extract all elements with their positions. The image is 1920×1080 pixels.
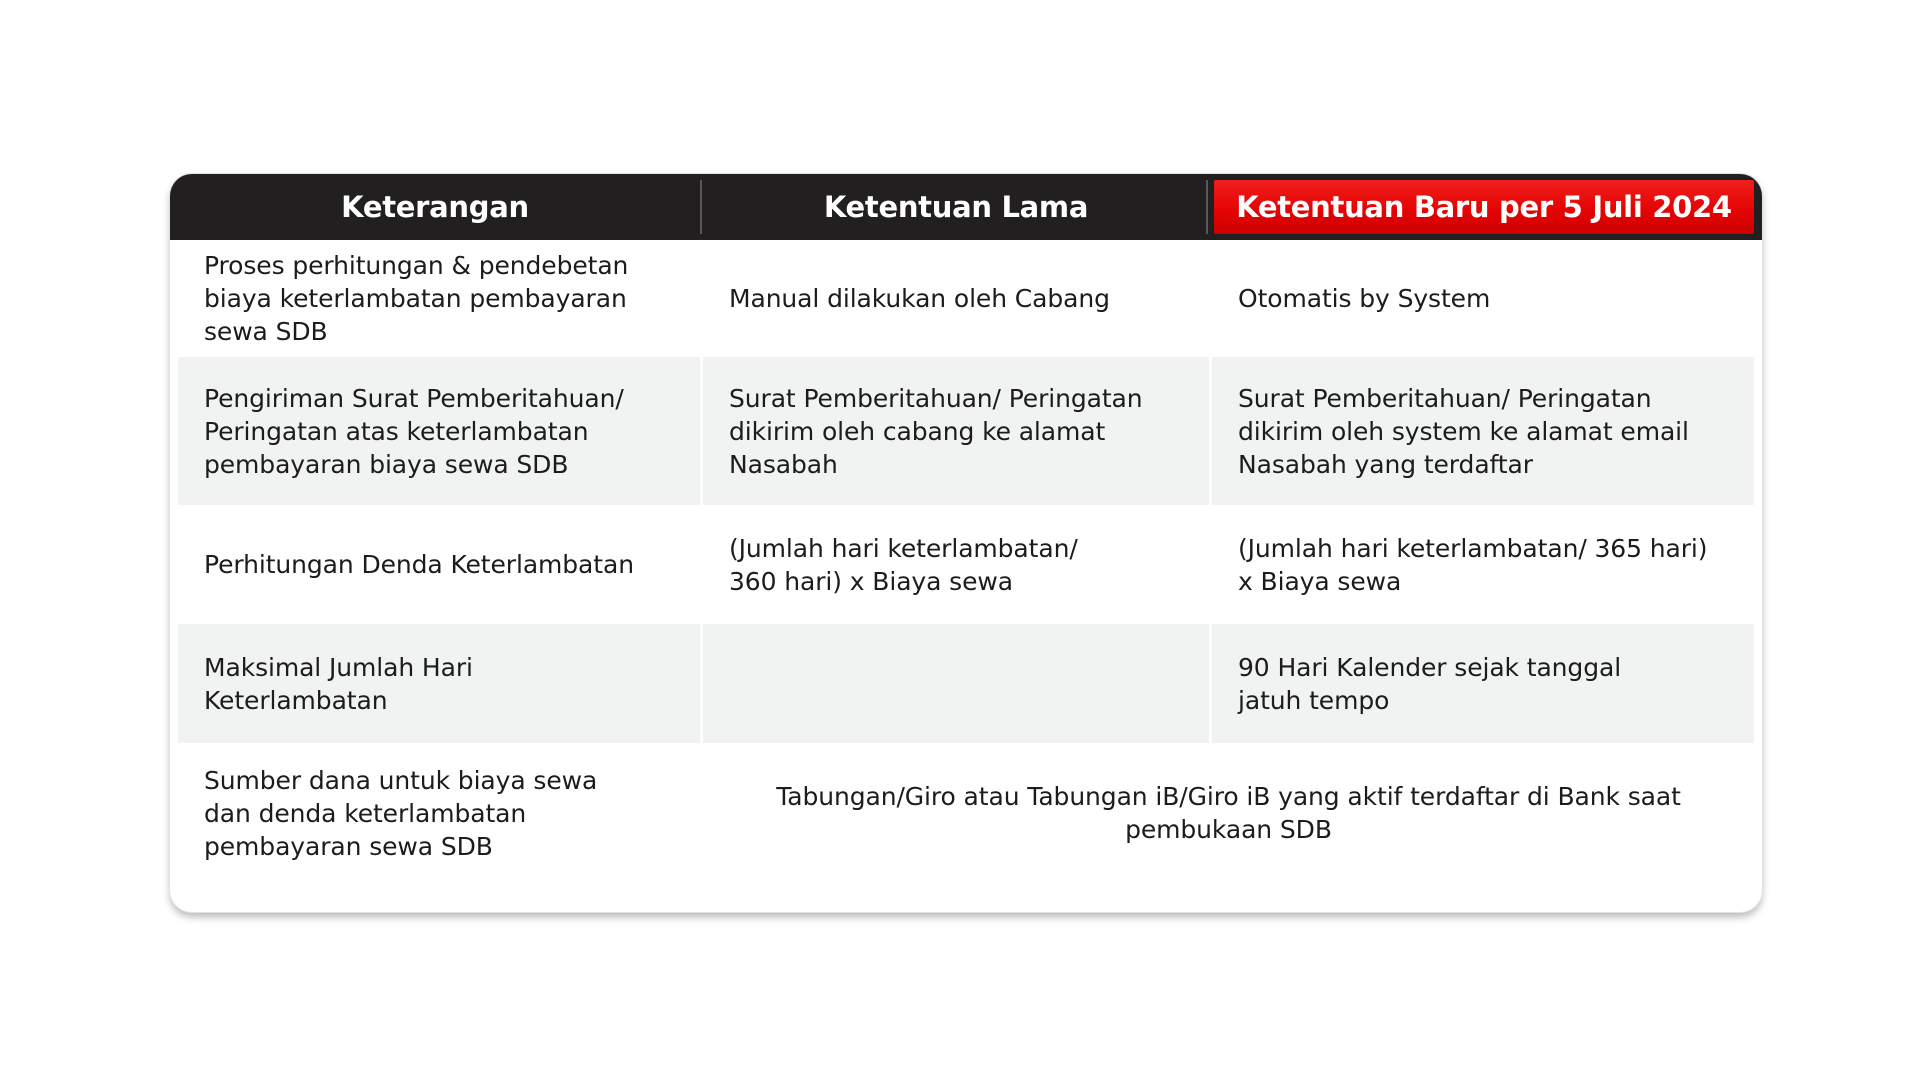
- table-row: [178, 624, 1754, 743]
- header-keterangan: Keterangan: [341, 190, 529, 224]
- cell-ketentuan-baru: [1212, 505, 1754, 624]
- cell-text: Surat Pemberitahuan/ Peringatan dikirim oleh system ke alamat email Nasabah yang terdaftar: [1238, 383, 1689, 479]
- cell-keterangan: [178, 624, 700, 743]
- cell-text: Sumber dana untuk biaya sewa dan denda keterlambatan pembayaran sewa SDB: [204, 765, 598, 861]
- table-row: [178, 505, 1754, 624]
- cell-ketentuan-baru: [1212, 624, 1754, 743]
- cell-ketentuan-lama: [703, 505, 1209, 624]
- table-header: [170, 174, 1762, 240]
- header-divider: [700, 180, 702, 234]
- cell-keterangan: [178, 505, 700, 624]
- header-ketentuan-lama: Ketentuan Lama: [823, 190, 1089, 224]
- cell-text: Pengiriman Surat Pemberitahuan/ Peringatan atas keterlambatan pembayaran biaya sewa SDB: [204, 383, 624, 479]
- cell-keterangan: [178, 357, 700, 505]
- comparison-table: [170, 174, 1762, 912]
- cell-keterangan: [178, 240, 700, 357]
- cell-text: Proses perhitungan & pendebetan biaya keterlambatan pembayaran sewa SDB: [204, 251, 629, 346]
- header-ketentuan-baru: Ketentuan Baru per 5 Juli 2024: [1214, 180, 1754, 234]
- header-divider: [1206, 180, 1208, 234]
- cell-text: Tabungan/Giro atau Tabungan iB/Giro iB yang aktif terdaftar di Bank saat pembukaan SDB: [776, 782, 1681, 844]
- table-row: [178, 357, 1754, 505]
- cell-text: Manual dilakukan oleh Cabang: [729, 284, 1110, 313]
- cell-text: Otomatis by System: [1238, 284, 1491, 313]
- cell-text: Surat Pemberitahuan/ Peringatan dikirim oleh cabang ke alamat Nasabah: [729, 383, 1143, 479]
- cell-merged-ketentuan: [703, 743, 1754, 883]
- cell-ketentuan-baru: [1212, 357, 1754, 505]
- cell-ketentuan-lama: [703, 357, 1209, 505]
- cell-text: (Jumlah hari keterlambatan/ 365 hari) x Biaya sewa: [1238, 533, 1708, 596]
- cell-text: 90 Hari Kalender sejak tanggal jatuh tempo: [1238, 652, 1622, 715]
- cell-ketentuan-lama: [703, 240, 1209, 357]
- cell-text: Perhitungan Denda Keterlambatan: [204, 550, 634, 579]
- cell-ketentuan-lama: [703, 624, 1209, 743]
- table-row: [178, 743, 1754, 883]
- table-row: [178, 240, 1754, 357]
- cell-text: Maksimal Jumlah Hari Keterlambatan: [204, 652, 473, 715]
- cell-text: (Jumlah hari keterlambatan/ 360 hari) x Biaya sewa: [729, 533, 1078, 596]
- cell-keterangan: [178, 743, 700, 883]
- cell-ketentuan-baru: [1212, 240, 1754, 357]
